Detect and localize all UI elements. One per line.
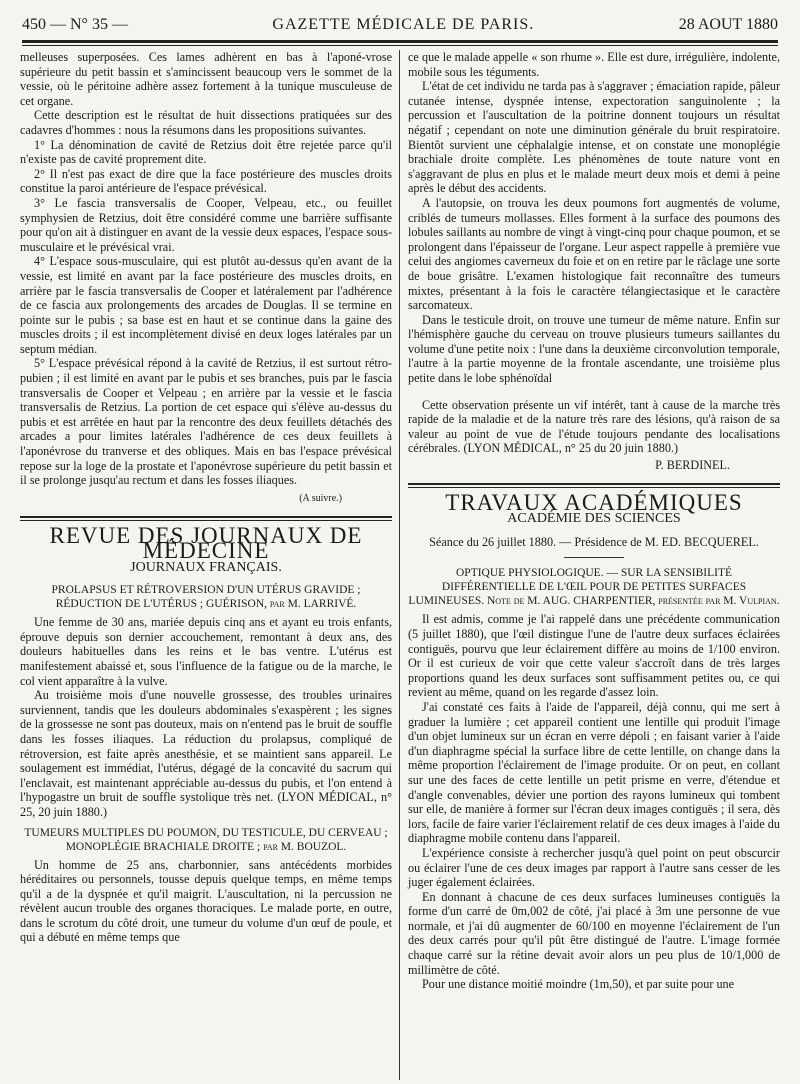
paragraph: melleuses superposées. Ces lames adhèrent en bas à l'aponé-vrose supérieure du petit bassin et s'amincissent beaucoup vers le sommet de la vessie, où le péritoine adhère assez fortement à la tunique musculeuse de cet organe. <box>20 50 392 108</box>
paragraph: En donnant à chacune de ces deux surfaces lumineuses contiguës la forme d'un carré de 0m,002 de côté, j'ai placé à 3m une personne de vue normale, et j'ai dû augmenter de 60/100 en moyenne l'éclairement de l'un des deux carrés pour qu'il pût être distingué de l'autre. L'image formée chaque carré sur la rétine devait avoir alors un peu plus de 10/1,000 de millimètre de côté. <box>408 889 780 977</box>
section-rule <box>20 516 392 518</box>
page-number: 450 — N° 35 — <box>22 16 128 33</box>
paragraph: 4° L'espace sous-musculaire, qui est plutôt au-dessus qu'en avant de la vessie, est limité en avant par la face postérieure des muscles droits, en arrière par le fascia transversalis de Cooper et latéralement par l'adhérence de ce fascia aux prolongements des arcades de Douglas. Il se termine en pointe sur le pubis ; sa base est en haut et se continue dans la gaine des muscles droits ; il est incomplètement divisé en deux loges latérales par un septum médian. <box>20 254 392 356</box>
article-title: TUMEURS MULTIPLES DU POUMON, DU TESTICULE, DU CERVEAU ; MONOPLÉGIE BRACHIALE DROITE ; par M. BOUZOL. <box>24 826 388 853</box>
paragraph: Cette description est le résultat de huit dissections pratiquées sur des cadavres d'hommes : nous la résumons dans les propositions suivantes. <box>20 108 392 137</box>
section-subtitle: JOURNAUX FRANÇAIS. <box>130 559 282 575</box>
section-title: TRAVAUX ACADÉMIQUES <box>445 489 743 515</box>
paragraph: Pour une distance moitié moindre (1m,50), et par suite pour une <box>422 977 735 992</box>
paragraph: 3° Le fascia transversalis de Cooper, Velpeau, etc., ou feuillet symphysien de Retzius, doit être considéré comme une barrière suffisante pour qu'on ait à distinguer en avant de la vessie deux espaces, l'espace sous-musculaire et le prévésical vrai. <box>20 195 392 254</box>
paragraph: 5° L'espace prévésical répond à la cavité de Retzius, il est surtout rétro-pubien ; il est limité en avant par le pubis et ses branches, puis par le fascia transversalis de Cooper et Velpeau ; en arrière par la vessie et le fascia transversalis de Retzius. La portion de cet espace qui s'élève au-dessus du pubis et est arrêtée en haut par la rencontre des deux feuillets détachés des arcades a pour limites latérales l'adhérence de ces deux feuillets à l'aponévrose du tranverse et des obliques. Mais en bas l'espace prévésical repose sur la loge de la prostate et l'aponévrose supérieure du petit bassin et il se prolonge jusqu'au rectum et dans les fosses iliaques. <box>20 356 392 488</box>
column-divider <box>399 50 400 1080</box>
article-title: PROLAPSUS ET RÉTROVERSION D'UN UTÉRUS GRAVIDE ; RÉDUCTION DE L'UTÉRUS ; GUÉRISON, par M. LARRIVÉ. <box>51 584 361 611</box>
author-signature: P. BERDINEL. <box>655 458 730 473</box>
issue-date: 28 AOUT 1880 <box>678 16 778 33</box>
header-rule-thin <box>22 45 778 46</box>
section-rule <box>408 483 780 485</box>
section-subtitle: ACADÉMIE DES SCIENCES <box>507 511 681 527</box>
section-rule-thin <box>20 520 392 521</box>
paragraph: Cette observation présente un vif intérêt, tant à cause de la marche très rapide de la maladie et de la nature très rare des lésions, qu'à raison de sa valeur au point de vue de l'étude toujours pendante des localisations cérébrales. (LYON MÉDICAL, n° 25 du 20 juin 1880.) <box>408 397 780 456</box>
paragraph: ce que le malade appelle « son rhume ». Elle est dure, irrégulière, indolente, mobile sous les téguments. <box>408 50 780 79</box>
left-column <box>20 50 392 945</box>
paragraph: Au troisième mois d'une nouvelle grossesse, des troubles urinaires surviennent, tandis que les douleurs abdominales s'exaspèrent ; les signes de la grossesse ne sont pas douteux, mais on n'entend pas le bruit de souffle dans les fosses iliaques. La réduction du prolapsus, compliqué de rétroversion, est faite après anesthésie, et se maintient sans appareil. Le soulagement est immédiat, l'utérus, dégagé de la concavité du sacrum qui l'enclavait, est maintenant appréciable au-dessus du pubis, et l'on entend à l'hypogastre un bruit de souffle systolique très net. (LYON MÉDICAL, n° 25, 20 juin 1880.) <box>20 688 392 819</box>
paragraph: Il est admis, comme je l'ai rappelé dans une précédente communication (5 juillet 1880), que l'œil distingue l'une de l'autre deux surfaces éclairées contiguës, pourvu que leur éclairement diffère au moins de 1/100 environ. Or il est curieux de voir que cette valeur s'accroît dans de très larges proportions quand les deux surfaces sont suffisamment petites ou, ce qui revient au même, quand on les regarde d'assez loin. <box>408 612 780 700</box>
article-title: OPTIQUE PHYSIOLOGIQUE. — SUR LA SENSIBILITÉ DIFFÉRENTIELLE DE L'ŒIL POUR DE PETITES SURFACES LUMINEUSES. Note de M. AUG. CHARPENTIER, présentée par M. Vulpian. <box>408 567 780 608</box>
paragraph: L'état de cet individu ne tarda pas à s'aggraver ; émaciation rapide, pâleur cutanée intense, dyspnée intense, expectoration sanguinolente ; la percussion et l'auscultation de la poitrine donnent toujours un résultat négatif ; cependant on note une diminution générale du bruit respiratoire. Bientôt survient une céphalalgie intense, et on constate une monoplégie brachiale droite complète. Les phénomènes de toute nature vont en s'aggravant de plus en plus et le malade meurt deux mois et demi à peine après le début des accidents. <box>408 79 781 196</box>
header-rule <box>22 40 778 43</box>
page-header <box>22 12 778 38</box>
section-title: REVUE DES JOURNAUX DE MÉDECINE <box>49 523 363 563</box>
session-line: Séance du 26 juillet 1880. — Présidence de M. ED. BECQUEREL. <box>429 534 759 549</box>
paragraph: L'expérience consiste à rechercher jusqu'à quel point on peut obscurcir ou éclairer l'une de ces deux images par rapport à l'autre sans cesser de les juger également éclairées. <box>408 845 780 890</box>
short-rule <box>564 557 624 558</box>
spacer <box>408 386 780 398</box>
paragraph: 2° Il n'est pas exact de dire que la face postérieure des muscles droits constitue la paroi antérieure de l'espace prévésical. <box>20 166 392 196</box>
paragraph: Dans le testicule droit, on trouve une tumeur de même nature. Enfin sur l'hémisphère gauche du cerveau on trouve plusieurs tumeurs saillantes du volume d'une petite noix : l'une dans la deuxième circonvolution temporale, l'autre à la partie moyenne de la frontale ascendante, une troisième plus petite dans le lobe sphénoïdal <box>408 312 780 386</box>
paragraph: J'ai constaté ces faits à l'aide de l'appareil, déjà connu, qui me sert à graduer la lumière ; cet appareil contient une lentille qui produit l'image d'un objet lumineux sur un écran en verre dépoli ; en faisant varier à l'aide d'un diaphragme spécial la surface libre de cette lentille, on change dans la même proportion l'éclairement de l'image produite. Or on peut, en collant sur une des faces de cette lentille un petit prisme en verre, d'étendue et d'angle convenables, dévier une portion des rayons lumineux qui tombent sur elle, de manière à former sur l'écran deux images contiguës ; il sera, dès lors, facile de faire varier l'éclairement relatif de ces deux images à l'aide du diaphragme mobile contenu dans l'appareil. <box>408 699 780 846</box>
to-be-continued: (A suivre.) <box>299 492 342 504</box>
paragraph: 1° La dénomination de cavité de Retzius doit être rejetée parce qu'il n'existe pas de cavité proprement dite. <box>20 137 392 167</box>
paragraph: Un homme de 25 ans, charbonnier, sans antécédents morbides héréditaires ou personnels, tousse depuis quelque temps, en même temps qu'il a de la dyspnée et qu'il maigrit. L'auscultation, ni la percussion ne révèlent aucun trouble des organes thoraciques. Le malade porte, en outre, dans le scrotum du côté droit, une tumeur du volume d'un œuf de poule, et qui a débuté en même temps que <box>20 857 392 945</box>
right-column <box>408 50 780 992</box>
section-rule-thin <box>408 487 780 488</box>
journal-title: GAZETTE MÉDICALE DE PARIS. <box>272 16 535 33</box>
paragraph: Une femme de 30 ans, mariée depuis cinq ans et ayant eu trois enfants, éprouve depuis son dernier accouchement, remontant à deux ans, des douleurs habituelles dans les reins et le bas ventre. L'utérus est manifestement abaissé et, sous l'influence de la fatigue ou de la marche, le col vient apparaître à la vulve. <box>20 615 392 688</box>
paragraph: A l'autopsie, on trouva les deux poumons fort augmentés de volume, criblés de tumeurs mollasses. Elles forment à la surface des poumons des lobules saillants au nombre de vingt à vingt-cinq pour chaque poumon, et se prolongent dans l'épaisseur de l'organe. Leur aspect rappelle à première vue celui des angiomes caverneux du foie et on en retire par le râclage une sorte de boue grisâtre. L'examen histologique fait reconnaître des tumeurs mixtes, présentant à la fois le caractère télangiectasique et le caractère sarcomateux. <box>408 195 780 313</box>
